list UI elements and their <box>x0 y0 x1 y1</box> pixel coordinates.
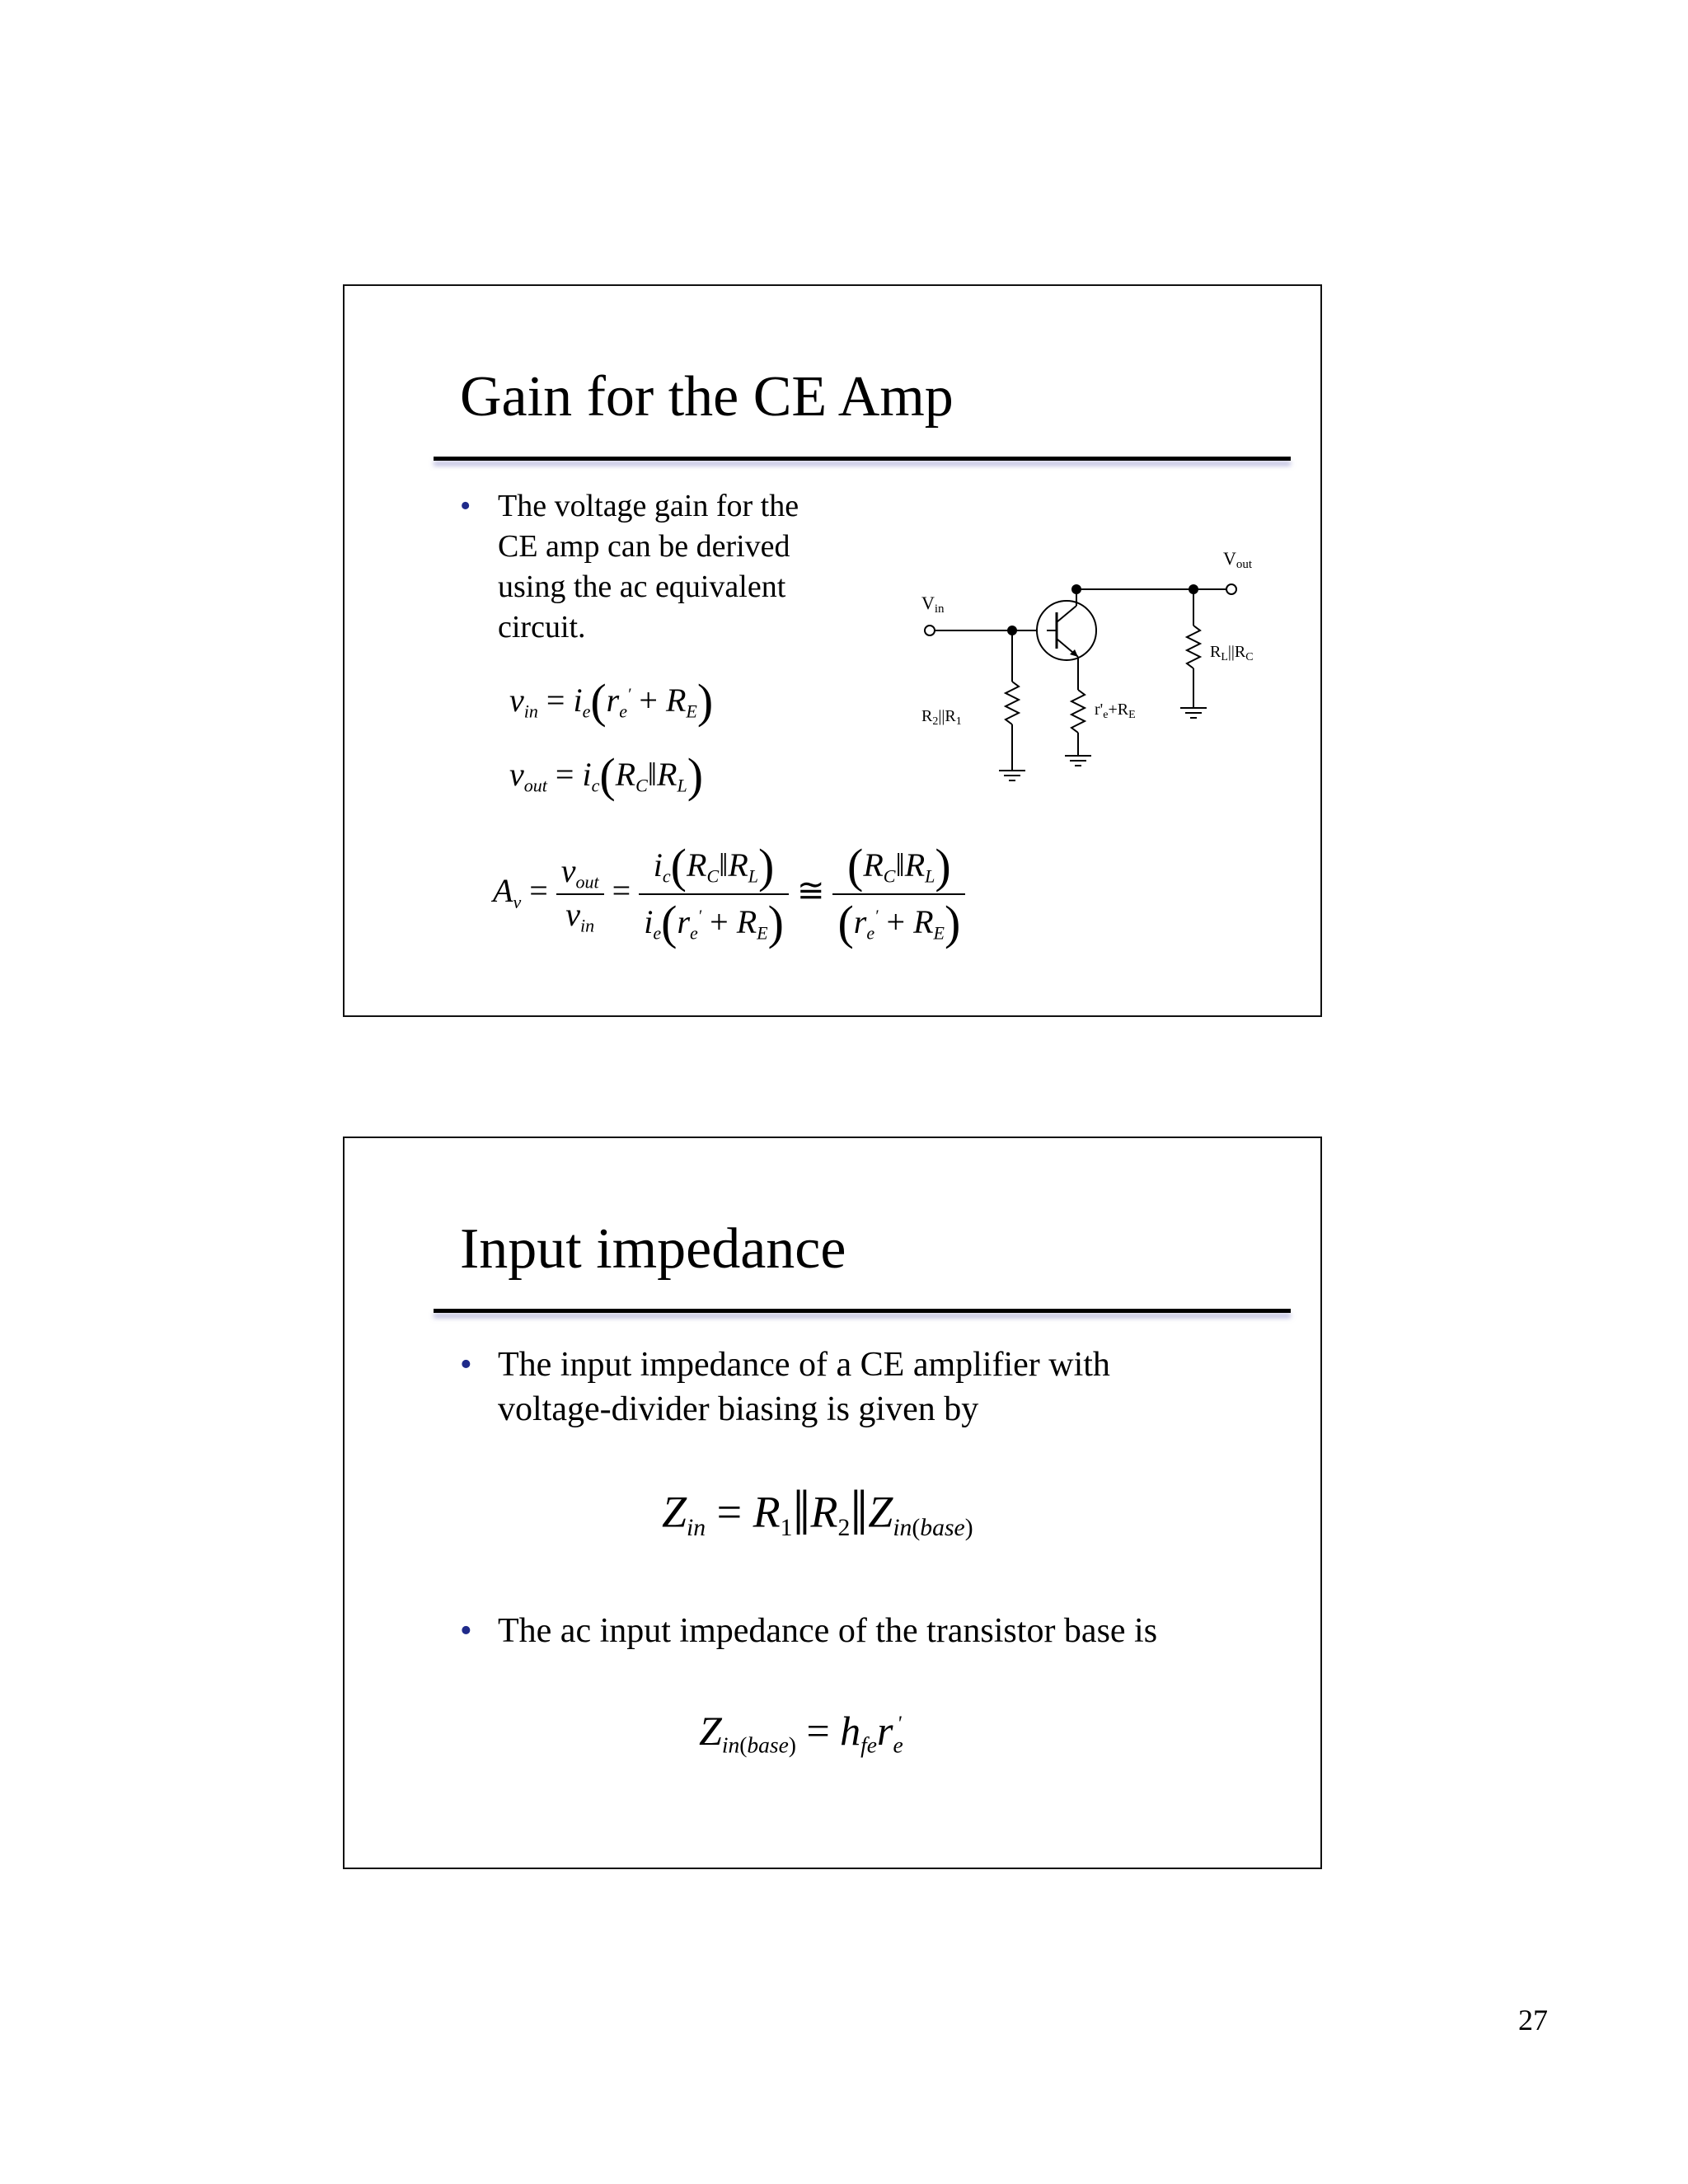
ac-equivalent-circuit <box>921 533 1268 805</box>
page-number: 27 <box>1518 2004 1548 2036</box>
equation-zin: $Z_{in}$ = $R_1‖R_2‖Z_{in(base)}$ <box>662 1477 973 1549</box>
title-underline <box>434 1309 1291 1313</box>
rl-rc-label: $R_L||R_C$ <box>1210 643 1254 663</box>
slide-input-impedance: Input impedance • The input impedance of a CE amplifier with voltage-divider biasing is given by $Z_{in}$ = $R_1‖R_2‖Z_{in(base)}$ • The ac input impedance of the transistor base is $Z_{in(base)} = h_{fe}r_e'$ <box>343 1137 1322 1869</box>
bullet-icon: • <box>460 1612 472 1650</box>
equation-vin: $v_{in} = i_e(r_e' + R_E)$ <box>509 674 714 728</box>
vout-label: Vout <box>1223 548 1253 571</box>
vout-terminal <box>1226 584 1236 594</box>
equation-av: $A_v$ = $\frac{v_{out}}{v_{in}}$ = $\frac{i_c(R_C‖R_L)}{i_e(r_e' + R_E)}$ ≅ $\frac{(R_C‖R_L)}{(r_e' + R_E)}$ <box>493 838 965 950</box>
equation-zin-base: $Z_{in(base)} = h_{fe}r_e'$ <box>699 1708 903 1758</box>
r2-r1-label: $R_2||R_1$ <box>921 707 962 728</box>
bullet-icon: • <box>460 489 471 523</box>
resistor-r2-r1 <box>1006 682 1019 724</box>
re-label: $r'_e+R_E$ <box>1095 701 1136 721</box>
vin-label: Vin <box>921 593 945 616</box>
bullet-icon: • <box>460 1346 472 1384</box>
slide-title: Input impedance <box>460 1217 846 1281</box>
slide-title: Gain for the CE Amp <box>460 365 954 429</box>
title-underline <box>434 457 1291 461</box>
vin-terminal <box>925 626 935 635</box>
npn-transistor <box>1037 601 1096 660</box>
equation-vout: $v_{out}$ = $i_c(R_C‖R_L)$ <box>509 748 704 802</box>
slide-gain-ce-amp: Gain for the CE Amp • The voltage gain for the CE amp can be derived using the ac equivalent circuit. $v_{in} = i_e(r_e' + R_E)$ $v_{out}$ = $i_c(R_C‖R_L)$ $A_v$ = $\frac{v_{out}}{v_{in}}$ = $\frac{i_c(R_C‖R_L)}{i_e(r_e' + R_E)}$ ≅ $\frac{(R_C‖R_L)}{(r_e' + R_E)}$ Vin Vout $R_2||R_1$ $r'_e+R_E$ $R_L||R_C$ <box>343 284 1322 1017</box>
resistor-rl-rc <box>1187 626 1200 668</box>
resistor-re <box>1071 690 1085 733</box>
